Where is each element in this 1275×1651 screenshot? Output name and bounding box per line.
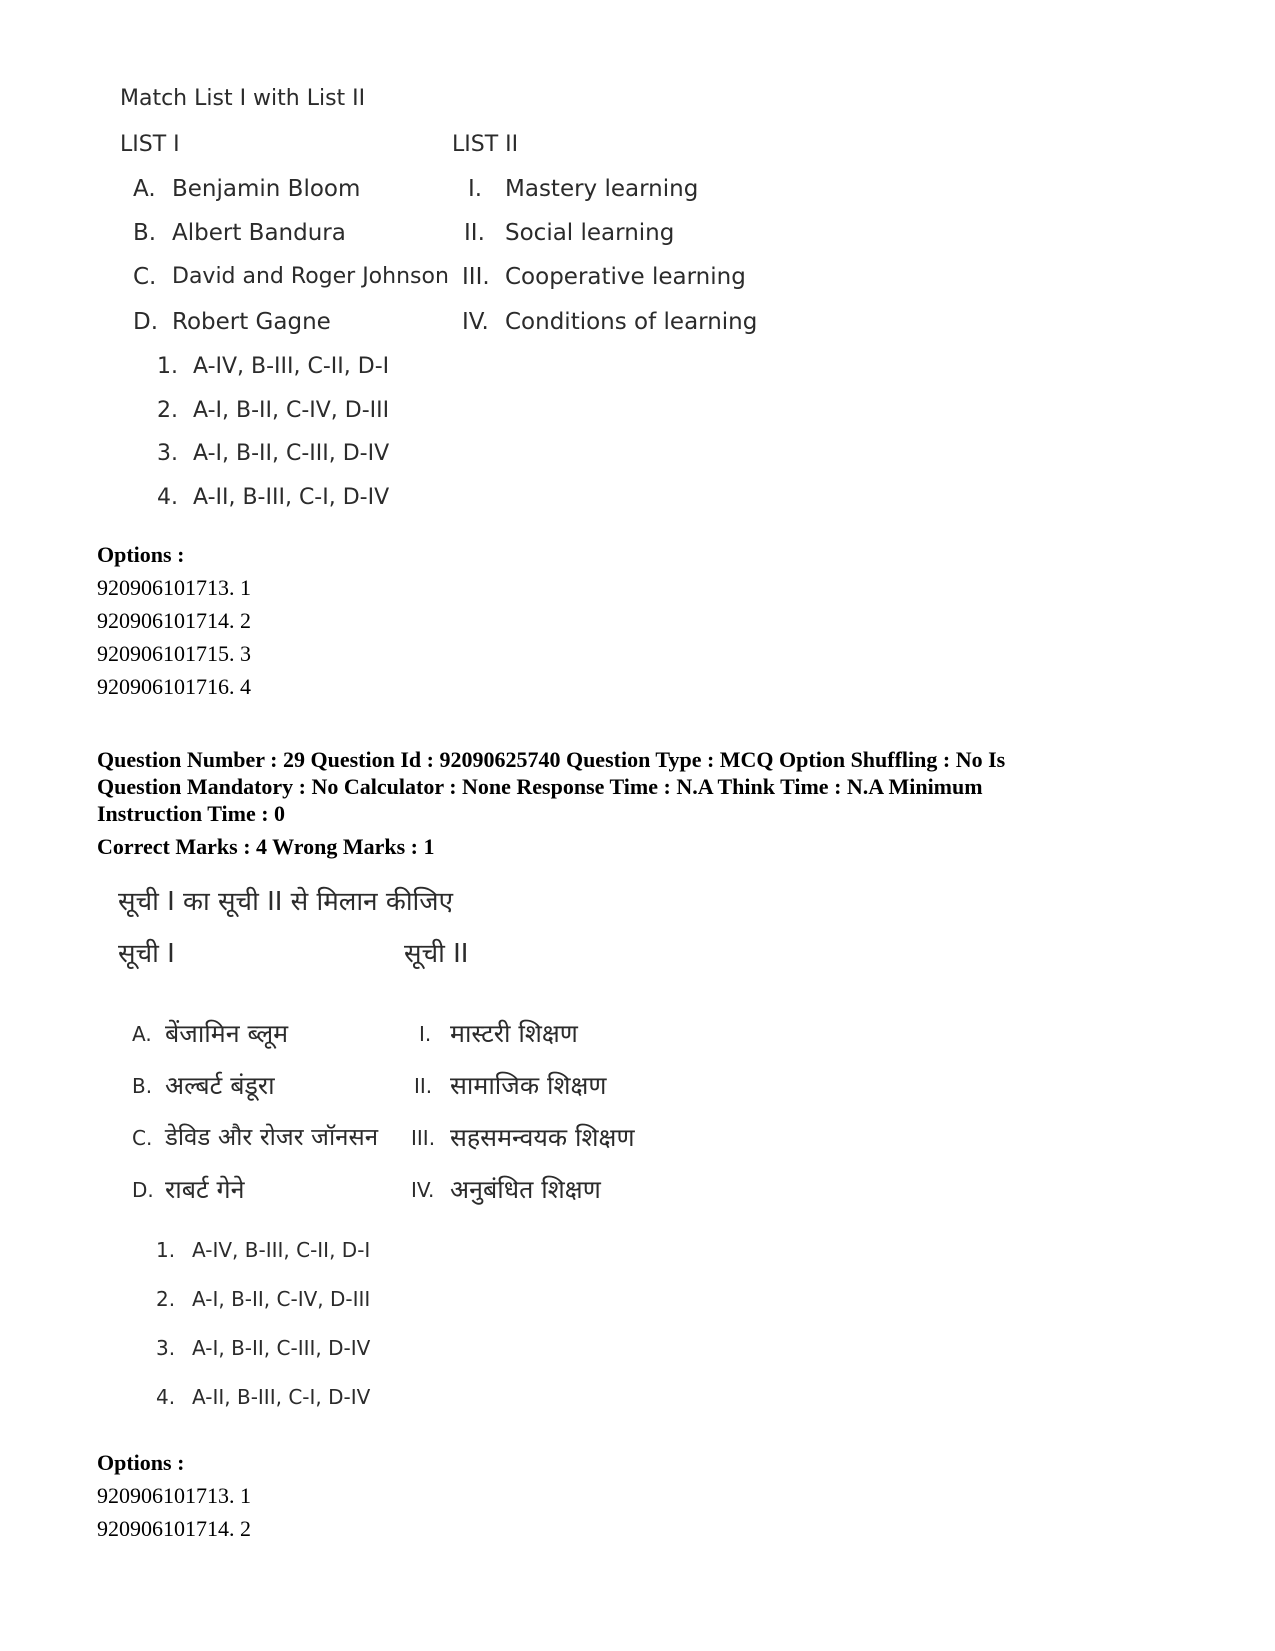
list2-numeral: II. xyxy=(464,220,485,246)
list2-header: सूची II xyxy=(404,939,469,969)
list1-item: बेंजामिन ब्लूम xyxy=(165,1019,289,1048)
choice-number: 3. xyxy=(157,441,178,466)
choice-text: A-I, B-II, C-III, D-IV xyxy=(193,441,390,466)
choice-number: 1. xyxy=(157,354,178,379)
choice-number: 2. xyxy=(156,1287,176,1311)
list2-numeral: III. xyxy=(411,1126,436,1150)
list2-header: LIST II xyxy=(452,132,519,157)
list1-letter: D. xyxy=(132,1178,154,1202)
option-item: 920906101716. 4 xyxy=(97,674,251,699)
list2-item: Cooperative learning xyxy=(505,264,746,290)
choice-number: 2. xyxy=(157,398,178,423)
list1-item: राबर्ट गेने xyxy=(165,1175,245,1204)
list1-item: अल्बर्ट बंडूरा xyxy=(165,1071,275,1100)
list1-item: Robert Gagne xyxy=(172,309,331,335)
list1-letter: C. xyxy=(132,1126,153,1150)
marks-line: Correct Marks : 4 Wrong Marks : 1 xyxy=(97,834,435,859)
list2-numeral: II. xyxy=(414,1074,433,1098)
choice-text: A-II, B-III, C-I, D-IV xyxy=(193,485,390,510)
list1-header: सूची I xyxy=(118,939,175,969)
list2-numeral: III. xyxy=(462,264,490,290)
options-block xyxy=(97,541,251,700)
option-item: 920906101713. 1 xyxy=(97,575,251,600)
list1-letter: C. xyxy=(133,264,157,290)
choice-text: A-I, B-II, C-IV, D-III xyxy=(192,1287,371,1311)
choice-text: A-I, B-II, C-IV, D-III xyxy=(193,398,390,423)
list2-numeral: IV. xyxy=(462,309,489,335)
list1-letter: B. xyxy=(133,220,157,246)
choice-text: A-I, B-II, C-III, D-IV xyxy=(192,1336,371,1360)
list1-item: डेविड और रोजर जॉनसन xyxy=(165,1123,379,1151)
list1-header: LIST I xyxy=(120,132,180,157)
choice-number: 4. xyxy=(156,1385,176,1409)
list1-item: Albert Bandura xyxy=(172,220,346,246)
list2-item: मास्टरी शिक्षण xyxy=(450,1019,578,1048)
choice-text: A-II, B-III, C-I, D-IV xyxy=(192,1385,371,1409)
choice-number: 3. xyxy=(156,1336,176,1360)
list2-item: Social learning xyxy=(505,220,675,246)
list2-item: Mastery learning xyxy=(505,176,699,202)
option-item: 920906101713. 1 xyxy=(97,1483,251,1508)
choice-number: 1. xyxy=(156,1238,176,1262)
list1-letter: D. xyxy=(133,309,159,335)
list2-item: सहसमन्वयक शिक्षण xyxy=(450,1123,635,1152)
list2-numeral: IV. xyxy=(411,1178,435,1202)
meta-line: Question Mandatory : No Calculator : None Response Time : N.A Think Time : N.A Minimum xyxy=(97,774,983,799)
list2-item: अनुबंधित शिक्षण xyxy=(450,1175,601,1204)
option-item: 920906101714. 2 xyxy=(97,608,251,633)
question-meta xyxy=(97,746,1005,860)
options-label: Options : xyxy=(97,1450,185,1475)
meta-line: Instruction Time : 0 xyxy=(97,801,286,826)
list1-item: Benjamin Bloom xyxy=(172,176,361,202)
choice-number: 4. xyxy=(157,485,178,510)
question-title: सूची I का सूची II से मिलान कीजिए xyxy=(118,887,453,917)
options-block xyxy=(97,1449,251,1542)
meta-line: Question Number : 29 Question Id : 92090625740 Question Type : MCQ Option Shuffling : No Is xyxy=(97,747,1006,772)
list1-letter: B. xyxy=(132,1074,153,1098)
list2-numeral: I. xyxy=(468,176,483,202)
question-title: Match List I with List II xyxy=(120,86,366,111)
list2-numeral: I. xyxy=(419,1022,432,1046)
choice-text: A-IV, B-III, C-II, D-I xyxy=(192,1238,371,1262)
list1-letter: A. xyxy=(133,176,156,202)
list1-item: David and Roger Johnson xyxy=(172,264,449,289)
option-item: 920906101714. 2 xyxy=(97,1516,251,1541)
options-label: Options : xyxy=(97,542,185,567)
choice-text: A-IV, B-III, C-II, D-I xyxy=(193,354,390,379)
option-item: 920906101715. 3 xyxy=(97,641,251,666)
list2-item: सामाजिक शिक्षण xyxy=(450,1071,607,1100)
list2-item: Conditions of learning xyxy=(505,309,758,335)
list1-letter: A. xyxy=(132,1022,152,1046)
